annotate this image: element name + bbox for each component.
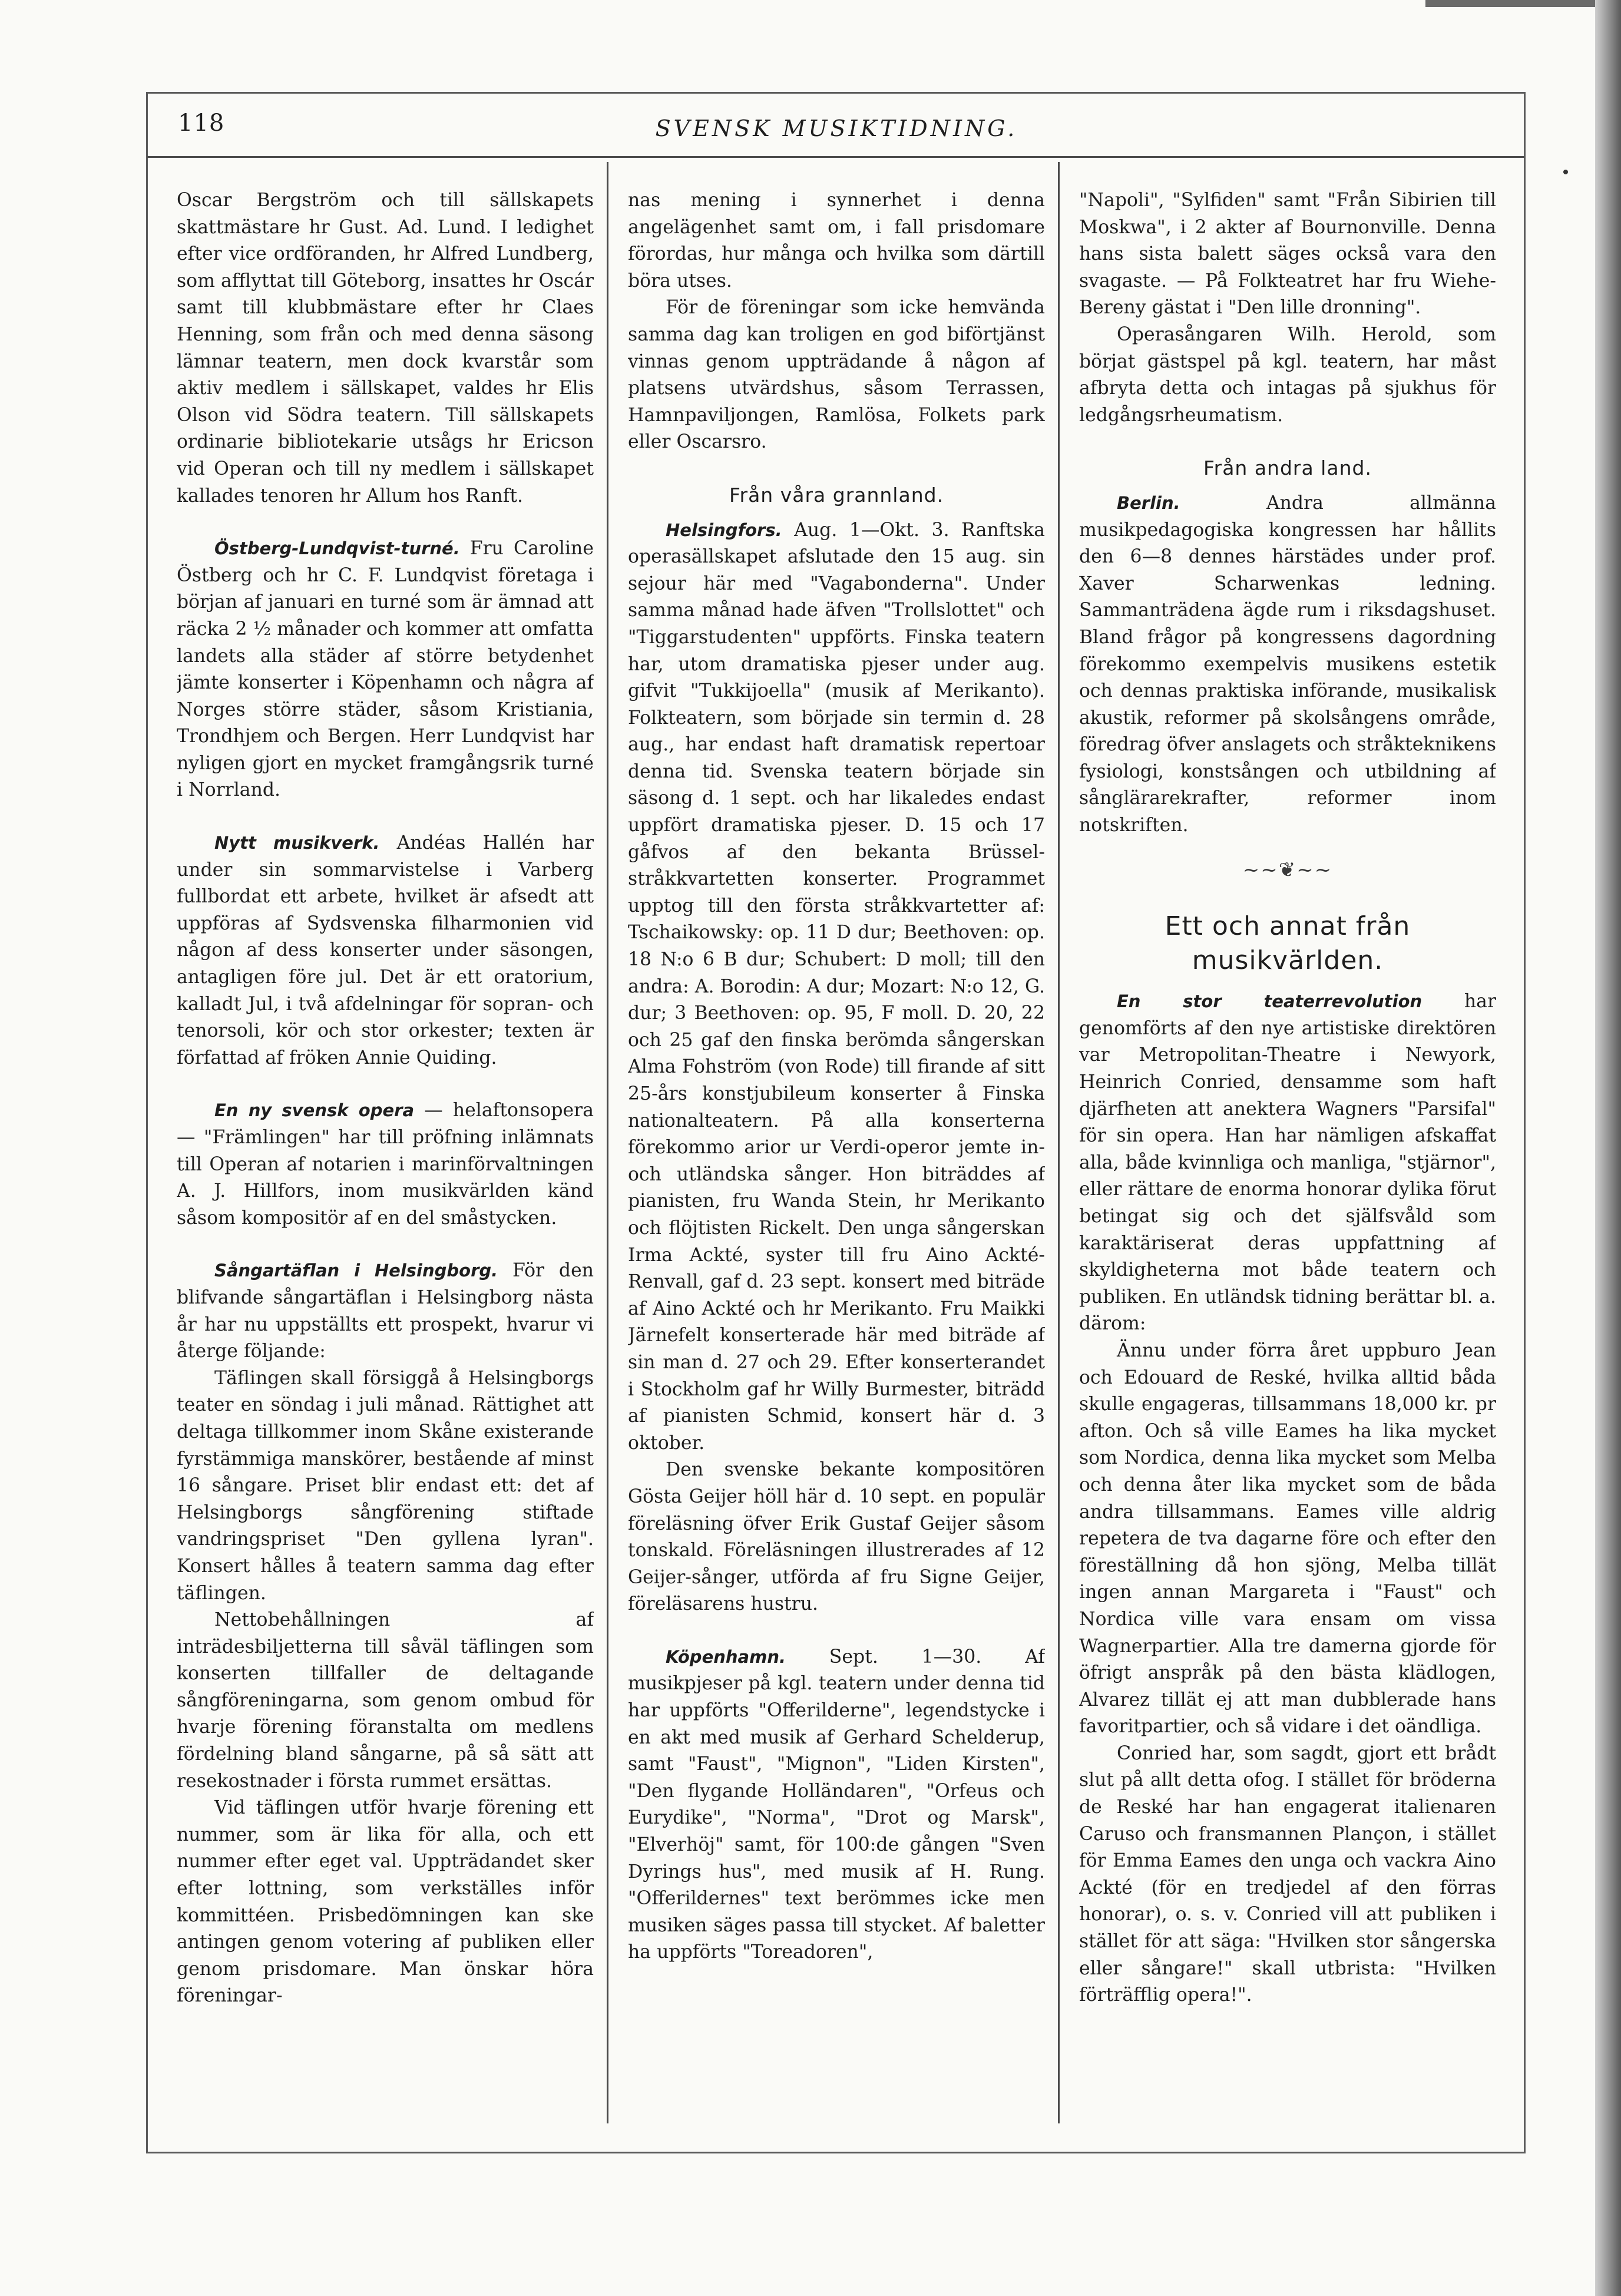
article-ostberg-lundqvist <box>177 535 594 804</box>
running-title: SVENSK MUSIKTIDNING. <box>655 115 1018 141</box>
article-sangartaflan <box>177 1258 594 1365</box>
header-rule <box>147 156 1524 158</box>
column-1 <box>177 187 594 2119</box>
section-heading-andra-land: Från andra land. <box>1203 456 1372 480</box>
paper-speck <box>1563 170 1568 174</box>
article-text: Andéas Hallén har under sin sommarvistelse i Varberg fullbordat ett arbete, hvilket är afsedt att uppföras af Sydsvenska filharmonien vid någon af dess konserter under säsongen, antagligen före jul. Det är ett oratorium, kalladt Jul, i två afdelningar för sopran- och tenorsoli, kör och stor orkester; texten är författad af fröken Annie Quiding. <box>177 832 594 1068</box>
article-title: En stor teaterrevolution <box>1117 991 1422 1012</box>
article-ny-svensk-opera <box>177 1097 594 1232</box>
section-heading-musikvarlden: Ett och annat från musikvärlden. <box>1165 911 1411 976</box>
paragraph: Den svenske bekante kompositören Gösta Geijer höll här d. 10 sept. en populär föreläsning öfver Erik Gustaf Geijer såsom tonskald. Föreläsningen illustrerades af 12 Geijer-sånger, utförda af fru Signe Geijer, föreläsarens hustru. <box>628 1459 1045 1615</box>
article-text: För den blifvande sångartäflan i Helsingborg nästa år har nu uppställts ett prospekt, hvarur vi återge följande: <box>177 1260 594 1362</box>
paragraph: Ännu under förra året uppburo Jean och Edouard de Reské, hvilka alltid båda skulle engageras, tillsammans 18,000 kr. pr afton. Och så ville Eames ha lika mycket som Nordica, denna lika mycket som Melba och denna åter lika mycket som de båda andra tillsammans. Eames ville aldrig repetera de tva dagarne före och efter den föreställning då hon sjöng, Melba tillät ingen annan Margareta i "Faust" och Nordica ville vara ensam om vissa Wagnerpartier. Alla tre damerna gjorde för öfrigt anspråk på den bästa klädlogen, Alvarez tillät ej att man dubblerade hans favoritpartier, och så vidare i det oändliga. <box>1079 1339 1496 1738</box>
article-title: Helsingfors. <box>666 520 782 540</box>
article-nytt-musikverk <box>177 830 594 1071</box>
paragraph: "Napoli", "Sylfiden" samt "Från Sibirien till Moskwa", i 2 akter af Bournonville. Denna hans sista balett säges också vara den svagaste. — På Folkteatret har fru Wiehe-Bereny gästat i "Den lille dronning". <box>1079 190 1496 319</box>
section-heading-grannland: Från våra grannland. <box>729 483 944 507</box>
article-text: — helaftonsopera — "Främlingen" har till pröfning inlämnats till Operan af notarien i marinförvaltningen A. J. Hillfors, inom musikvärlden känd såsom kompositör af en del småstycken. <box>177 1100 594 1229</box>
article-title: Köpenhamn. <box>666 1646 786 1667</box>
paragraph: Operasångaren Wilh. Herold, som börjat gästspel på kgl. teatern, har måst afbryta detta och intagas på sjukhus för ledgångsrheumatism. <box>1079 323 1496 426</box>
column-3 <box>1079 187 1496 2119</box>
article-title: En ny svensk opera <box>214 1100 415 1121</box>
paragraph: För de föreningar som icke hemvända samma dag kan troligen en god biförtjänst vinnas genom uppträdande å någon af platsens utvärdshus, såsom Terrassen, Hamnpaviljongen, Ramlösa, Folkets park eller Oscarsro. <box>628 297 1045 453</box>
paragraph: Oscar Bergström och till sällskapets skattmästare hr Gust. Ad. Lund. I ledighet efter vice ordföranden, hr Alfred Lundberg, som afflyttat till Göteborg, insattes hr Oscár samt till klubbmästare efter hr Claes Henning, som från och med denna säsong lämnar teatern, men dock kvarstår som aktiv medlem i sällskapet, valdes hr Elis Olson vid Södra teatern. Till sällskapets ordinarie bibliotekarie utsågs hr Ericson vid Operan och till ny medlem i sällskapet kallades tenoren hr Allum hos Ranft. <box>177 190 594 507</box>
page-number: 118 <box>178 110 225 137</box>
column-2 <box>628 187 1045 2119</box>
paragraph: Nettobehållningen af inträdesbiljetterna till såväl täflingen som konserten tillfaller de deltagande sångföreningarna, som genom ombud för hvarje förening föranstalta om medlens fördelning bland sångarne, på så sätt att resekostnader i första rummet ersättas. <box>177 1609 594 1792</box>
article-text: Andra allmänna musikpedagogiska kongressen har hållits den 6—8 dennes härstädes under prof. Xaver Scharwenkas ledning. Sammanträdena ägde rum i riksdagshuset. Bland frågor på kongressens dagordning förekommo exempelvis musikens estetik och dennas praktiska införande, musikalisk akustik, reformer på skolsångens område, föredrag öfver anslagets och stråkteknikens fysiologi, konstsången och utbildning af sånglärarekrafter, reformer inom notskriften. <box>1079 492 1496 836</box>
article-kopenhamn <box>628 1644 1045 1966</box>
article-text: har genomförts af den nye artistiske direktören var Metropolitan-Theatre i Newyork, Heinrich Conried, densamme som haft djärfheten att anektera Wagners "Parsifal" för sin opera. Han har nämligen afskaffat alla, både kvinnliga och manliga, "stjärnor", eller rättare de enorma honorar dylika förut betingat sig och det själfsvåld som karaktäriserat deras uppfattning af skyldigheterna mot både teatern och publiken. En utländsk tidning berättar bl. a. därom: <box>1079 991 1496 1335</box>
column-rule-1 <box>607 162 608 2123</box>
column-rule-2 <box>1058 162 1060 2123</box>
article-title: Östberg-Lundqvist-turné. <box>214 538 460 559</box>
paragraph: Täflingen skall försiggå å Helsingborgs teater en söndag i juli månad. Rättighet att deltaga tillkommer inom Skåne existerande fyrstämmiga manskörer, bestående af minst 16 sångare. Priset blir endast ett: det af Helsingborgs sångförening stiftade vandringspriset "Den gyllena lyran". Konsert hålles å teatern samma dag efter täflingen. <box>177 1367 594 1604</box>
scan-edge-top <box>1425 0 1621 7</box>
article-title: Berlin. <box>1117 492 1180 513</box>
article-title: Sångartäflan i Helsingborg. <box>214 1261 498 1281</box>
article-title: Nytt musikverk. <box>214 833 380 853</box>
ornament-divider: ~~❦~~ <box>1242 858 1333 882</box>
article-text: Aug. 1—Okt. 3. Ranftska operasällskapet afslutade den 15 aug. sin sejour här med "Vagabonderna". Under samma månad hade äfven "Trollslottet" och "Tiggarstudenten" uppförts. Finska teatern har, utom dramatiska pjeser under aug. gifvit "Tukkijoella" (musik af Merikanto). Folkteatern, som började sin termin d. 28 aug., har endast haft dramatisk repertoar denna tid. Svenska teatern började sin säsong d. 1 sept. och har likaledes endast uppfört dramatiska pjeser. D. 15 och 17 gåfvos af den bekanta Brüssel-stråkkvartetten konserter. Programmet upptog till den första stråkkvartetter af: Tschaikowsky: op. 11 D dur; Beethoven: op. 18 N:o 6 B dur; Schubert: D moll; till den andra: A. Borodin: A dur; Mozart: N:o 12, G. dur; 3 Beethoven: op. 95, F moll. D. 20, 22 och 25 gaf den finska berömda sångerskan Alma Fohström (von Rode) till firande af sitt 25-års konstjubileum konserter å Finska nationalteatern. På alla konserterna förekommo arior ur Verdi-operor jemte in- och utländska sånger. Hon biträddes af pianisten, fru Wanda Stein, hr Merikanto och flöjtisten Rickelt. Den unga sångerskan Irma Ackté, syster till fru Aino Ackté-Renvall, gaf d. 23 sept. konsert med biträde af Aino Ackté och hr Merikanto. Fru Maikki Järnefelt konserterade här med biträde af sin man d. 27 och 29. Efter konserterandet i Stockholm gaf hr Willy Burmester, biträdd af pianisten Schmid, konsert här d. 3 oktober. <box>628 519 1045 1454</box>
article-text: Sept. 1—30. Af musikpjeser på kgl. teatern under denna tid har uppförts "Offerilderne", legendstycke i en akt med musik af Gerhard Schelderup, samt "Faust", "Mignon", "Liden Kirsten", "Den flygande Holländaren", "Orfeus och Eurydike", "Norma", "Drot og Marsk", "Elverhöj" samt, för 100:de gången "Sven Dyrings hus", med musik af H. Rung. "Offerildernes" text berömmes icke men musiken säges passa till stycket. Af baletter ha uppförts "Toreadoren", <box>628 1646 1045 1963</box>
paragraph: Vid täflingen utför hvarje förening ett nummer, som är lika för alla, och ett nummer efter eget val. Uppträdandet sker efter lottning, som verkställes inför kommittéen. Prisbedömningen kan ske antingen genom votering af publiken eller genom prisdomare. Man önskar höra föreningar- <box>177 1797 594 2007</box>
scan-edge-right <box>1595 0 1621 2296</box>
article-text: Fru Caroline Östberg och hr C. F. Lundqvist företaga i början af januari en turné som är ämnad att räcka 2 ½ månader och kommer att omfatta landets alla städer af större betydenhet jämte konserter i Köpenhamn och några af Norges större städer, såsom Kristiania, Trondhjem och Bergen. Herr Lundqvist har nyligen gjort en mycket framgångsrik turné i Norrland. <box>177 538 594 801</box>
paragraph: Conried har, som sagdt, gjort ett brådt slut på allt detta ofog. I stället för bröderna de Reské har han engagerat italienaren Caruso och fransmannen Plançon, i stället för Emma Eames den unga och vackra Aino Ackté (för en tredjedel af den förras honorar), o. s. v. Conried vill att publiken i stället för att säga: "Hvilken stor sångerska eller sångare!" skall utbrista: "Hvilken förträfflig opera!". <box>1079 1742 1496 2006</box>
article-teaterrevolution <box>1079 988 1496 1338</box>
paragraph: nas mening i synnerhet i denna angelägenhet samt om, i fall prisdomare förordas, hur många och hvilka som därtill böra utses. <box>628 190 1045 292</box>
article-helsingfors <box>628 517 1045 1457</box>
article-berlin <box>1079 490 1496 839</box>
